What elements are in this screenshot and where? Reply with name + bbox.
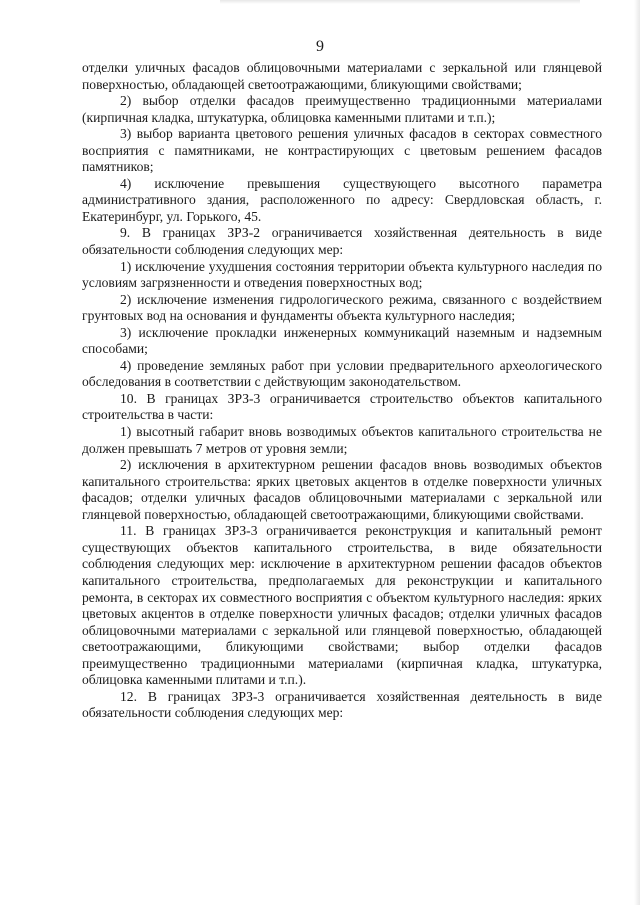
paragraph: 3) исключение прокладки инженерных коммуникаций наземным и надземным способами; [82,324,602,357]
paragraph: 2) выбор отделки фасадов преимущественно традиционными материалами (кирпичная кладка, штукатурка, облицовка каменными плитами и т.п.); [82,93,602,125]
paragraph: 4) исключение превышения существующего высотного параметра административного здания, расположенного по адресу: Свердловская область, г. Екатеринбург, ул. Горького, 45. [82,175,602,224]
paragraph: 11. В границах ЗРЗ-3 ограничивается реконструкция и капитальный ремонт существующих объектов капитального строительства, в виде обязательности соблюдения следующих мер: исключение в архитектурном решении фасадов объектов капитального строительства, предполагаемых для реконструкции и капитального ремонта, в секторах их совместного восприятия с объектом культурного наследия: ярких цветовых акцентов в отделке поверхности уличных фасадов; отделки уличных фасадов облицовочными материалами с зеркальной или глянцевой поверхностью, обладающей светоотражающими, бликующими свойствами; выбор отделки фасадов преимущественно традиционными материалами (кирпичная кладка, штукатурка, облицовка каменными плитами и т.п.). [82,523,602,688]
page-number: 9 [316,38,324,55]
paragraph: 1) исключение ухудшения состояния территории объекта культурного наследия по условиям загрязненности и отведения поверхностных вод; [82,258,602,291]
paragraph: отделки уличных фасадов облицовочными материалами с зеркальной или глянцевой поверхностью, обладающей светоотражающими, бликующими свойствами; [82,60,602,92]
scan-artifact [220,0,580,4]
paragraph: 1) высотный габарит вновь возводимых объектов капитального строительства не должен превышать 7 метров от уровня земли; [82,424,602,456]
paragraph: 9. В границах ЗРЗ-2 ограничивается хозяйственная деятельность в виде обязательности соблюдения следующих мер: [82,225,602,258]
scan-edge-shadow [634,0,640,905]
paragraph: 10. В границах ЗРЗ-3 ограничивается строительство объектов капитального строительства в части: [82,390,602,423]
document-body [82,60,602,722]
paragraph: 2) исключение изменения гидрологического режима, связанного с воздействием грунтовых вод на основания и фундаменты объекта культурного наследия; [82,291,602,324]
paragraph: 12. В границах ЗРЗ-3 ограничивается хозяйственная деятельность в виде обязательности соблюдения следующих мер: [82,688,602,721]
paragraph: 3) выбор варианта цветового решения уличных фасадов в секторах совместного восприятия с памятниками, не контрастирующих с цветовым решением фасадов памятников; [82,126,602,175]
paragraph: 4) проведение земляных работ при условии предварительного археологического обследования в соответствии с действующим законодательством. [82,357,602,390]
paragraph: 2) исключения в архитектурном решении фасадов вновь возводимых объектов капитального строительства: ярких цветовых акцентов в отделке поверхности уличных фасадов; отделки уличных фасадов облицовочными материалами с зеркальной или глянцевой поверхностью, обладающей светоотражающими, бликующими свойствами. [82,457,602,522]
